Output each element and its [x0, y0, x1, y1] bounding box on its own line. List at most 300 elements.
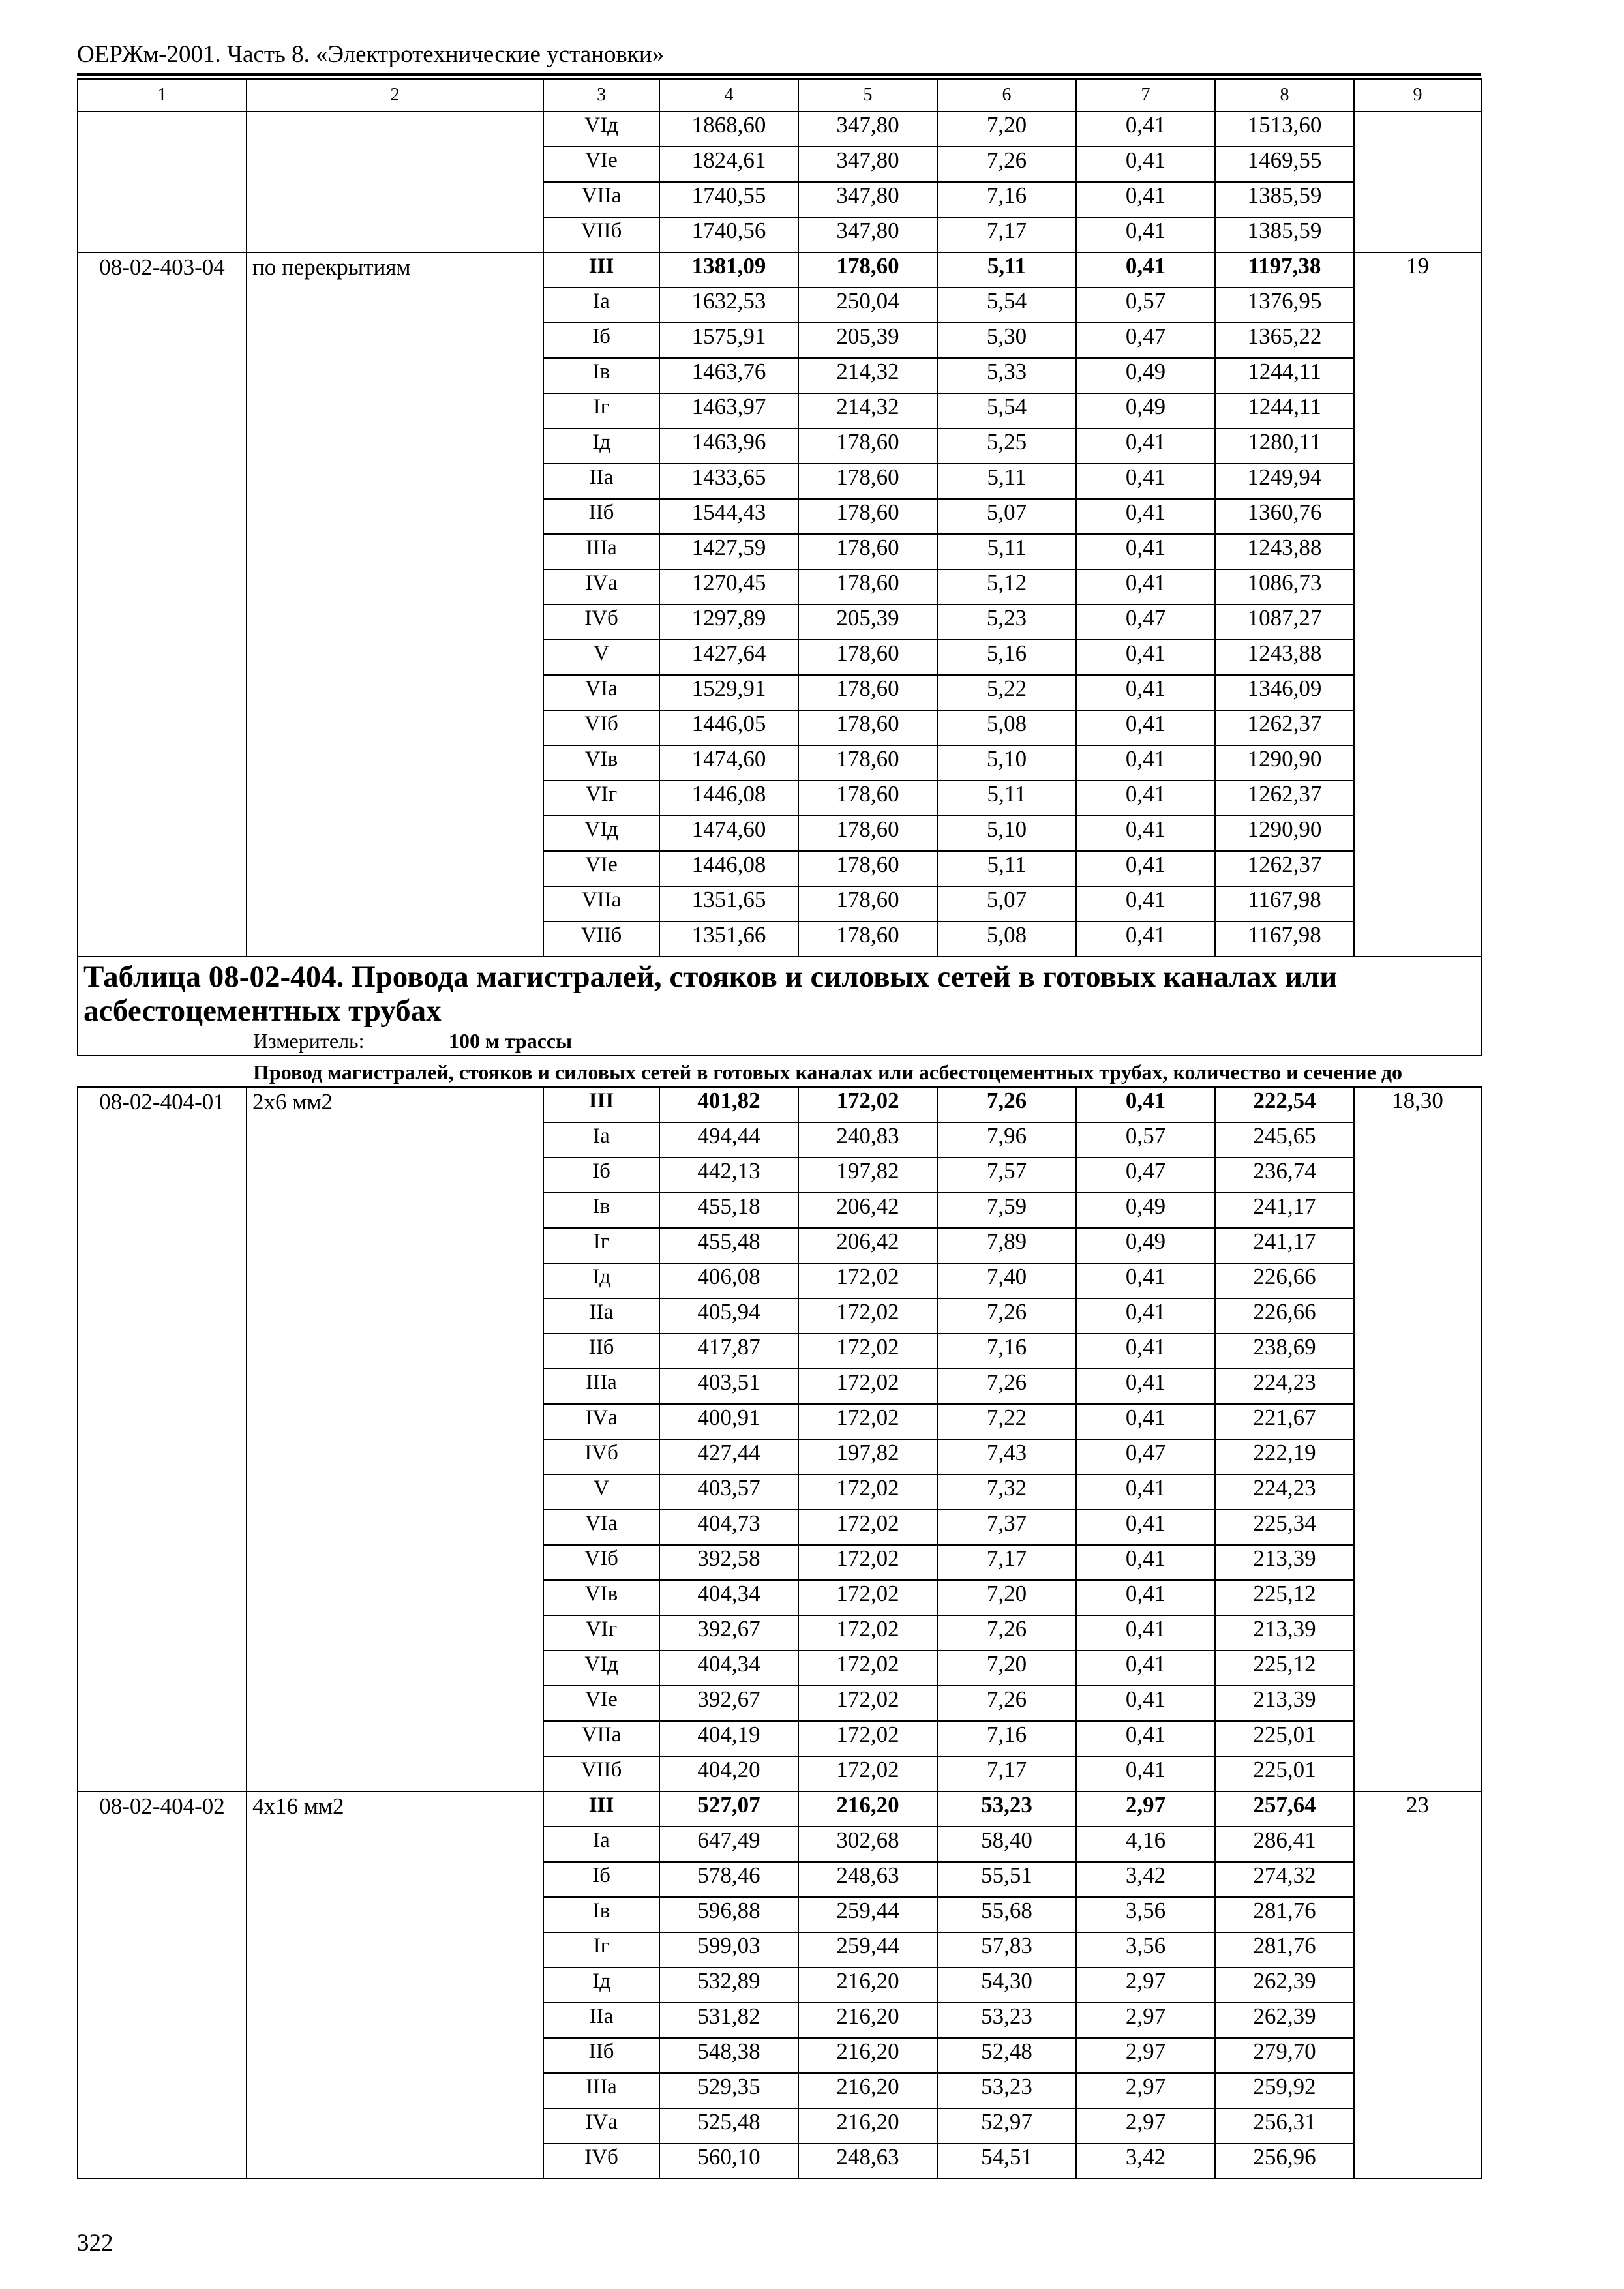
value-cell: 1351,66	[659, 921, 798, 957]
zone-cell: IVб	[543, 605, 659, 640]
value-cell: 401,82	[659, 1087, 798, 1122]
value-cell: 213,39	[1215, 1545, 1354, 1580]
rate-code-cell	[78, 640, 247, 675]
value-cell: 1376,95	[1215, 288, 1354, 323]
value-cell: 5,07	[937, 499, 1076, 534]
zone-cell: IIа	[543, 1298, 659, 1334]
value-cell: 240,83	[798, 1122, 937, 1158]
rate-code-cell	[78, 217, 247, 252]
value-cell: 172,02	[798, 1334, 937, 1369]
value-cell: 1385,59	[1215, 182, 1354, 217]
zone-cell: VIIб	[543, 1756, 659, 1791]
value-cell: 7,43	[937, 1439, 1076, 1474]
value-cell: 0,41	[1076, 1721, 1215, 1756]
note-cell	[1354, 2038, 1481, 2073]
zone-cell: Iв	[543, 1193, 659, 1228]
work-name-cell	[247, 1756, 543, 1791]
zone-cell: Iб	[543, 1862, 659, 1897]
zone-cell: Iа	[543, 288, 659, 323]
value-cell: 404,34	[659, 1580, 798, 1615]
value-cell: 279,70	[1215, 2038, 1354, 2073]
page-number: 322	[77, 2230, 113, 2256]
work-name-cell	[247, 393, 543, 428]
table-row	[78, 428, 1481, 464]
value-cell: 0,41	[1076, 710, 1215, 745]
value-cell: 5,16	[937, 640, 1076, 675]
value-cell: 1427,64	[659, 640, 798, 675]
value-cell: 55,51	[937, 1862, 1076, 1897]
value-cell: 1351,65	[659, 886, 798, 921]
value-cell: 178,60	[798, 745, 937, 781]
value-cell: 172,02	[798, 1580, 937, 1615]
value-cell: 262,39	[1215, 1967, 1354, 2003]
value-cell: 172,02	[798, 1087, 937, 1122]
zone-cell: IIIа	[543, 1369, 659, 1404]
value-cell: 1243,88	[1215, 640, 1354, 675]
zone-cell: VIд	[543, 112, 659, 147]
value-cell: 7,16	[937, 182, 1076, 217]
value-cell: 1167,98	[1215, 921, 1354, 957]
value-cell: 178,60	[798, 886, 937, 921]
rate-code-cell: 08-02-403-04	[78, 252, 247, 288]
rate-code-cell	[78, 1932, 247, 1967]
value-cell: 0,41	[1076, 112, 1215, 147]
value-cell: 1868,60	[659, 112, 798, 147]
table-row	[78, 1334, 1481, 1369]
zone-cell: Iд	[543, 1967, 659, 2003]
note-cell: 18,30	[1354, 1087, 1481, 1122]
zone-cell: VIд	[543, 1651, 659, 1686]
value-cell: 403,57	[659, 1474, 798, 1510]
value-cell: 7,96	[937, 1122, 1076, 1158]
value-cell: 1087,27	[1215, 605, 1354, 640]
note-cell	[1354, 1510, 1481, 1545]
rate-code-cell	[78, 112, 247, 147]
value-cell: 1469,55	[1215, 147, 1354, 182]
value-cell: 1446,05	[659, 710, 798, 745]
value-cell: 7,89	[937, 1228, 1076, 1263]
value-cell: 7,26	[937, 1087, 1076, 1122]
table-row	[78, 2073, 1481, 2108]
value-cell: 245,65	[1215, 1122, 1354, 1158]
value-cell: 1385,59	[1215, 217, 1354, 252]
value-cell: 0,41	[1076, 534, 1215, 569]
value-cell: 0,41	[1076, 428, 1215, 464]
value-cell: 405,94	[659, 1298, 798, 1334]
value-cell: 1197,38	[1215, 252, 1354, 288]
value-cell: 347,80	[798, 182, 937, 217]
zone-cell: IVа	[543, 2108, 659, 2144]
value-cell: 400,91	[659, 1404, 798, 1439]
value-cell: 404,20	[659, 1756, 798, 1791]
work-name-cell	[247, 745, 543, 781]
value-cell: 5,11	[937, 464, 1076, 499]
note-cell	[1354, 1615, 1481, 1651]
rate-code-cell	[78, 182, 247, 217]
work-name-cell	[247, 2144, 543, 2179]
value-cell: 5,23	[937, 605, 1076, 640]
value-cell: 2,97	[1076, 2038, 1215, 2073]
rate-code-cell	[78, 1686, 247, 1721]
value-cell: 3,42	[1076, 1862, 1215, 1897]
note-cell	[1354, 323, 1481, 358]
note-cell	[1354, 1263, 1481, 1298]
work-name-cell	[247, 534, 543, 569]
note-cell: 19	[1354, 252, 1481, 288]
value-cell: 259,44	[798, 1932, 937, 1967]
value-cell: 0,41	[1076, 1756, 1215, 1791]
table-row	[78, 640, 1481, 675]
value-cell: 7,17	[937, 217, 1076, 252]
value-cell: 404,19	[659, 1721, 798, 1756]
value-cell: 0,41	[1076, 464, 1215, 499]
zone-cell: IIб	[543, 499, 659, 534]
value-cell: 455,48	[659, 1228, 798, 1263]
rates-table	[77, 78, 1482, 2179]
value-cell: 178,60	[798, 781, 937, 816]
value-cell: 599,03	[659, 1932, 798, 1967]
note-cell	[1354, 1862, 1481, 1897]
value-cell: 286,41	[1215, 1827, 1354, 1862]
value-cell: 0,41	[1076, 921, 1215, 957]
note-cell	[1354, 147, 1481, 182]
note-cell	[1354, 1404, 1481, 1439]
value-cell: 455,18	[659, 1193, 798, 1228]
zone-cell: Iб	[543, 323, 659, 358]
note-cell	[1354, 1967, 1481, 2003]
value-cell: 172,02	[798, 1686, 937, 1721]
work-name-cell	[247, 1932, 543, 1967]
value-cell: 53,23	[937, 1791, 1076, 1827]
zone-cell: VIд	[543, 816, 659, 851]
zone-cell: IIIа	[543, 534, 659, 569]
zone-cell: Iв	[543, 1897, 659, 1932]
value-cell: 0,41	[1076, 1087, 1215, 1122]
value-cell: 0,49	[1076, 358, 1215, 393]
table-row	[78, 534, 1481, 569]
value-cell: 7,32	[937, 1474, 1076, 1510]
work-name-cell	[247, 288, 543, 323]
table-row	[78, 499, 1481, 534]
note-cell	[1354, 605, 1481, 640]
value-cell: 1249,94	[1215, 464, 1354, 499]
zone-cell: IVа	[543, 1404, 659, 1439]
note-cell	[1354, 921, 1481, 957]
value-cell: 178,60	[798, 499, 937, 534]
table-row	[78, 816, 1481, 851]
note-cell	[1354, 393, 1481, 428]
value-cell: 1575,91	[659, 323, 798, 358]
value-cell: 224,23	[1215, 1369, 1354, 1404]
work-name-cell	[247, 428, 543, 464]
value-cell: 236,74	[1215, 1158, 1354, 1193]
note-cell	[1354, 569, 1481, 605]
value-cell: 7,26	[937, 147, 1076, 182]
table-row	[78, 886, 1481, 921]
work-name-cell	[247, 147, 543, 182]
value-cell: 259,44	[798, 1897, 937, 1932]
zone-cell: VIIа	[543, 1721, 659, 1756]
table-row	[78, 323, 1481, 358]
note-cell	[1354, 464, 1481, 499]
value-cell: 1244,11	[1215, 393, 1354, 428]
work-name-cell	[247, 2108, 543, 2144]
value-cell: 259,92	[1215, 2073, 1354, 2108]
value-cell: 1463,97	[659, 393, 798, 428]
table-row	[78, 2108, 1481, 2144]
value-cell: 0,41	[1076, 1580, 1215, 1615]
table-row	[78, 1721, 1481, 1756]
zone-cell: VIIа	[543, 182, 659, 217]
table-row	[78, 1439, 1481, 1474]
value-cell: 404,34	[659, 1651, 798, 1686]
table-row	[78, 921, 1481, 957]
value-cell: 250,04	[798, 288, 937, 323]
table-row	[78, 1193, 1481, 1228]
note-cell	[1354, 1474, 1481, 1510]
zone-cell: VIб	[543, 1545, 659, 1580]
value-cell: 2,97	[1076, 2073, 1215, 2108]
value-cell: 5,11	[937, 781, 1076, 816]
work-name-cell	[247, 1404, 543, 1439]
value-cell: 5,11	[937, 534, 1076, 569]
work-name-cell	[247, 1158, 543, 1193]
note-cell	[1354, 112, 1481, 147]
description-cell	[78, 1056, 1481, 1087]
zone-cell: III	[543, 1087, 659, 1122]
value-cell: 221,67	[1215, 1404, 1354, 1439]
zone-cell: V	[543, 640, 659, 675]
work-name-cell	[247, 921, 543, 957]
work-name-cell	[247, 1510, 543, 1545]
work-name-cell	[247, 464, 543, 499]
value-cell: 1474,60	[659, 816, 798, 851]
value-cell: 406,08	[659, 1263, 798, 1298]
rate-code-cell	[78, 1439, 247, 1474]
work-name-cell	[247, 640, 543, 675]
value-cell: 0,41	[1076, 1651, 1215, 1686]
zone-cell: Iг	[543, 1228, 659, 1263]
value-cell: 2,97	[1076, 2003, 1215, 2038]
zone-cell: VIIб	[543, 921, 659, 957]
value-cell: 596,88	[659, 1897, 798, 1932]
value-cell: 0,57	[1076, 1122, 1215, 1158]
zone-cell: IVа	[543, 569, 659, 605]
value-cell: 1346,09	[1215, 675, 1354, 710]
value-cell: 205,39	[798, 605, 937, 640]
value-cell: 2,97	[1076, 2108, 1215, 2144]
note-cell	[1354, 1369, 1481, 1404]
value-cell: 7,26	[937, 1686, 1076, 1721]
zone-cell: VIв	[543, 745, 659, 781]
value-cell: 578,46	[659, 1862, 798, 1897]
value-cell: 225,34	[1215, 1510, 1354, 1545]
value-cell: 1474,60	[659, 745, 798, 781]
value-cell: 5,12	[937, 569, 1076, 605]
rate-code-cell	[78, 710, 247, 745]
rate-code-cell	[78, 1967, 247, 2003]
value-cell: 178,60	[798, 428, 937, 464]
work-name-cell	[247, 1545, 543, 1580]
rate-code-cell	[78, 499, 247, 534]
value-cell: 248,63	[798, 1862, 937, 1897]
value-cell: 1740,56	[659, 217, 798, 252]
work-name-cell: по перекрытиям	[247, 252, 543, 288]
zone-cell: Iг	[543, 393, 659, 428]
value-cell: 197,82	[798, 1158, 937, 1193]
value-cell: 225,12	[1215, 1580, 1354, 1615]
note-cell	[1354, 428, 1481, 464]
note-cell	[1354, 710, 1481, 745]
unit-label: Измеритель:	[253, 1029, 365, 1053]
value-cell: 7,26	[937, 1369, 1076, 1404]
description-row	[78, 1056, 1481, 1087]
rate-code-cell	[78, 605, 247, 640]
value-cell: 5,33	[937, 358, 1076, 393]
value-cell: 0,47	[1076, 1158, 1215, 1193]
value-cell: 0,41	[1076, 182, 1215, 217]
value-cell: 647,49	[659, 1827, 798, 1862]
zone-cell: IIIа	[543, 2073, 659, 2108]
note-cell	[1354, 1439, 1481, 1474]
value-cell: 172,02	[798, 1545, 937, 1580]
value-cell: 532,89	[659, 1967, 798, 2003]
table-row	[78, 1615, 1481, 1651]
column-number: 9	[1354, 79, 1481, 112]
rate-code-cell	[78, 1862, 247, 1897]
value-cell: 0,41	[1076, 745, 1215, 781]
value-cell: 54,30	[937, 1967, 1076, 2003]
value-cell: 3,56	[1076, 1932, 1215, 1967]
value-cell: 5,54	[937, 288, 1076, 323]
note-cell	[1354, 1545, 1481, 1580]
value-cell: 262,39	[1215, 2003, 1354, 2038]
value-cell: 4,16	[1076, 1827, 1215, 1862]
value-cell: 257,64	[1215, 1791, 1354, 1827]
value-cell: 7,17	[937, 1545, 1076, 1580]
rate-code-cell	[78, 323, 247, 358]
document-body	[77, 78, 1481, 2179]
rate-code-cell	[78, 569, 247, 605]
value-cell: 392,67	[659, 1686, 798, 1721]
rate-code-cell	[78, 781, 247, 816]
table-row	[78, 182, 1481, 217]
value-cell: 7,17	[937, 1756, 1076, 1791]
work-name-cell	[247, 851, 543, 886]
note-cell	[1354, 2073, 1481, 2108]
work-name-cell	[247, 1439, 543, 1474]
value-cell: 206,42	[798, 1193, 937, 1228]
rate-code-cell	[78, 675, 247, 710]
value-cell: 403,51	[659, 1369, 798, 1404]
value-cell: 178,60	[798, 252, 937, 288]
value-cell: 0,47	[1076, 1439, 1215, 1474]
value-cell: 274,32	[1215, 1862, 1354, 1897]
zone-cell: IVб	[543, 2144, 659, 2179]
value-cell: 7,57	[937, 1158, 1076, 1193]
note-cell	[1354, 1651, 1481, 1686]
table-row	[78, 1827, 1481, 1862]
rate-code-cell	[78, 2003, 247, 2038]
work-name-cell	[247, 781, 543, 816]
note-cell	[1354, 2144, 1481, 2179]
value-cell: 1297,89	[659, 605, 798, 640]
note-cell	[1354, 182, 1481, 217]
value-cell: 347,80	[798, 112, 937, 147]
work-name-cell	[247, 1369, 543, 1404]
value-cell: 216,20	[798, 1791, 937, 1827]
table-row	[78, 569, 1481, 605]
work-name-cell	[247, 1686, 543, 1721]
value-cell: 0,49	[1076, 1193, 1215, 1228]
rate-code-cell	[78, 393, 247, 428]
zone-cell: VIв	[543, 1580, 659, 1615]
value-cell: 172,02	[798, 1369, 937, 1404]
value-cell: 225,01	[1215, 1721, 1354, 1756]
note-cell	[1354, 851, 1481, 886]
value-cell: 0,47	[1076, 323, 1215, 358]
zone-cell: IVб	[543, 1439, 659, 1474]
column-number: 4	[659, 79, 798, 112]
work-name-cell	[247, 1967, 543, 2003]
column-number: 8	[1215, 79, 1354, 112]
note-cell	[1354, 358, 1481, 393]
value-cell: 225,12	[1215, 1651, 1354, 1686]
value-cell: 0,57	[1076, 288, 1215, 323]
zone-cell: Iа	[543, 1122, 659, 1158]
value-cell: 0,41	[1076, 1686, 1215, 1721]
note-cell	[1354, 1193, 1481, 1228]
table-row	[78, 393, 1481, 428]
table-row	[78, 112, 1481, 147]
zone-cell: V	[543, 1474, 659, 1510]
value-cell: 1513,60	[1215, 112, 1354, 147]
value-cell: 213,39	[1215, 1615, 1354, 1651]
table-heading-cell	[78, 957, 1481, 1056]
zone-cell: Iд	[543, 428, 659, 464]
table-row	[78, 2003, 1481, 2038]
value-cell: 214,32	[798, 358, 937, 393]
work-name-cell	[247, 1298, 543, 1334]
value-cell: 548,38	[659, 2038, 798, 2073]
note-cell	[1354, 640, 1481, 675]
value-cell: 205,39	[798, 323, 937, 358]
value-cell: 172,02	[798, 1651, 937, 1686]
value-cell: 5,54	[937, 393, 1076, 428]
note-cell	[1354, 1932, 1481, 1967]
table-row	[78, 1862, 1481, 1897]
table-row	[78, 1791, 1481, 1827]
value-cell: 216,20	[798, 2038, 937, 2073]
value-cell: 1529,91	[659, 675, 798, 710]
column-number: 5	[798, 79, 937, 112]
note-cell	[1354, 534, 1481, 569]
zone-cell: IIб	[543, 2038, 659, 2073]
value-cell: 5,10	[937, 816, 1076, 851]
value-cell: 172,02	[798, 1615, 937, 1651]
table-row	[78, 781, 1481, 816]
value-cell: 7,22	[937, 1404, 1076, 1439]
table-row	[78, 358, 1481, 393]
value-cell: 216,20	[798, 2073, 937, 2108]
table-row	[78, 1369, 1481, 1404]
rate-code-cell	[78, 428, 247, 464]
value-cell: 241,17	[1215, 1228, 1354, 1263]
note-cell	[1354, 288, 1481, 323]
note-cell	[1354, 1122, 1481, 1158]
work-name-cell	[247, 1228, 543, 1263]
value-cell: 172,02	[798, 1404, 937, 1439]
